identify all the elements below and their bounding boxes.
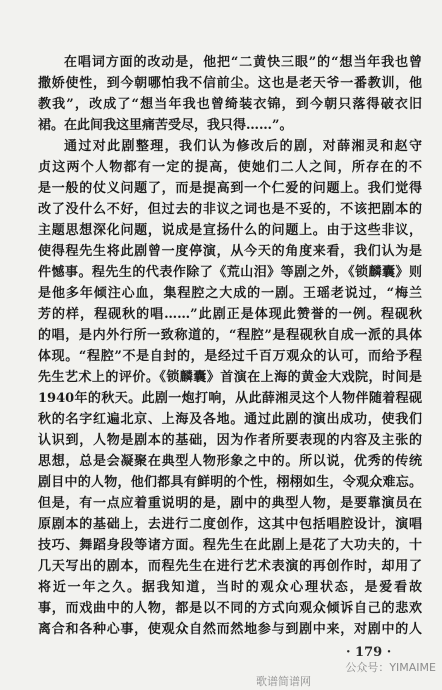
text-line: 剧目中的人物，他们都具有鲜明的个性，栩栩如生，令观众难忘。	[38, 475, 422, 490]
text-line: 通过对此剧整理，我们认为修改后的剧，对薛湘灵和赵守	[64, 139, 422, 154]
text-line: 1940年的秋天。此剧一炮打响，从此薛湘灵这个人物伴随着程砚	[38, 391, 422, 406]
text-line: 使得程先生将此剧曾一度停演，从今天的角度来看，我们认为是	[38, 244, 422, 259]
text-line: 裙。在此间我这里痛苦受尽，我只得……”。	[38, 118, 293, 133]
text-line: 的唱，是内外行所一致称道的，“程腔”是程砚秋自成一派的具体	[38, 328, 422, 343]
text-line: 体现。“程腔”不是自封的，是经过千百万观众的认可，而给予程	[38, 349, 422, 364]
text-line: 技巧、舞蹈身段等诸方面。程先生在此剧上是花了大功夫的，十	[38, 538, 422, 553]
body-text	[38, 52, 422, 640]
text-line: 将近一年之久。据我知道，当时的观众心理状态，是爱看故	[38, 580, 422, 595]
text-line: 离合和各种心事，使观众自然而然地参与到剧中来，对剧中的人	[38, 622, 422, 637]
paragraph-2	[38, 136, 422, 640]
text-line: 原剧本的基础上，去进行二度创作，这其中包括唱腔设计，演唱	[38, 517, 422, 532]
page-number: · 179 ·	[346, 645, 392, 660]
text-line: 但是，有一点应着重说明的是，剧中的典型人物，是要靠演员在	[38, 496, 422, 511]
watermark-text: 公众号：YIMAIME	[345, 661, 436, 674]
text-line: 认识到，人物是剧本的基础，因为作者所要表现的内容及主张的	[38, 433, 422, 448]
text-line: 是一般的仗义问题了，而是提高到一个仁爱的问题上。我们觉得	[38, 181, 422, 196]
text-line: 贞这两个人物都有一定的提高，使她们二人之间，所存在的不	[38, 160, 422, 175]
text-line: 撒娇使性，到今朝哪怕我不信前尘。这也是老天爷一番教训，他	[38, 76, 422, 91]
text-line: 件憾事。程先生的代表作除了《荒山泪》等剧之外，《锁麟囊》则	[38, 265, 422, 280]
paragraph-1	[38, 52, 422, 136]
text-line: 主题思想深化问题，说成是宣扬什么的问题上。由于这些非议，	[38, 223, 422, 238]
text-line: 几天写出的剧本，而程先生在进行艺术表演的再创作时，却用了	[38, 559, 422, 574]
text-line: 教我”，改成了“想当年我也曾绮装衣锦，到今朝只落得破衣旧	[38, 97, 422, 112]
text-line: 芳的样，程砚秋的唱……”此剧正是体现此赞誉的一例。程砚秋	[38, 307, 422, 322]
text-line: 改了没什么不好，但过去的非议之词也是不妥的，不该把剧本的	[38, 202, 422, 217]
text-line: 事，而戏曲中的人物，都是以不同的方式向观众倾诉自己的悲欢	[38, 601, 422, 616]
text-line: 是他多年倾注心血，集程腔之大成的一剧。王瑶老说过，“梅兰	[38, 286, 422, 301]
text-line: 思想，总是会凝聚在典型人物形象之中的。所以说，优秀的传统	[38, 454, 422, 469]
text-line: 秋的名字红遍北京、上海及各地。通过此剧的演出成功，使我们	[38, 412, 422, 427]
text-line: 在唱词方面的改动是，他把“二黄快三眼”的“想当年我也曾	[64, 55, 422, 70]
text-line: 先生艺术上的评价。《锁麟囊》首演在上海的黄金大戏院，时间是	[38, 370, 422, 385]
watermark-text: 歌谱简谱网	[256, 675, 311, 688]
